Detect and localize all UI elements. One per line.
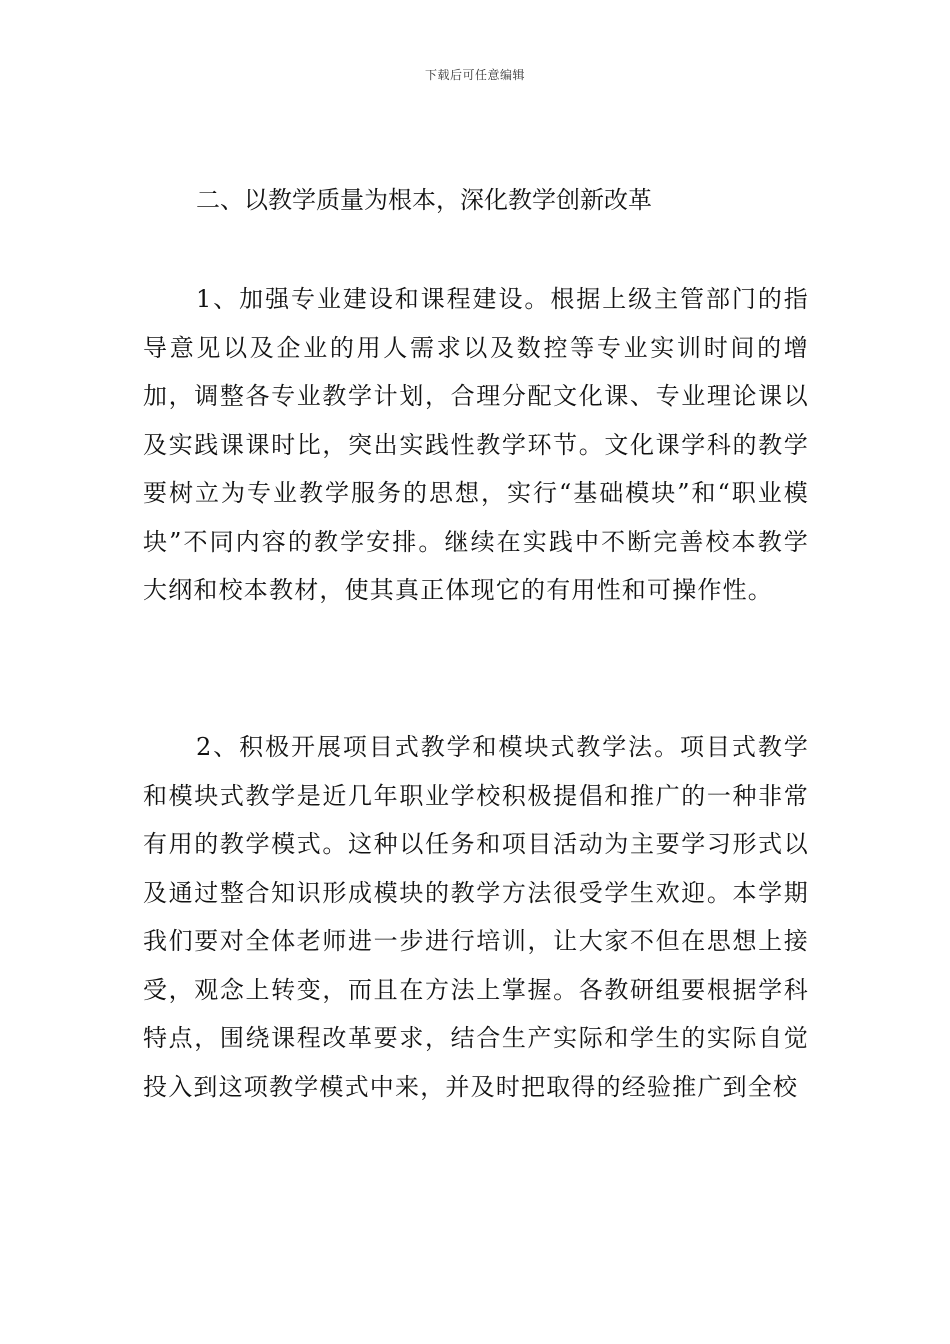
paragraph-2: 2、积极开展项目式教学和模块式教学法。项目式教学和模块式教学是近几年职业学校积极提倡和推广的一种非常有用的教学模式。这种以任务和项目活动为主要学习形式以及通过整合知识形成模块的教学方法很受学生欢迎。本学期我们要对全体老师进一步进行培训，让大家不但在思想上接受，观念上转变，而且在方法上掌握。各教研组要根据学科特点，围绕课程改革要求，结合生产实际和学生的实际自觉投入到这项教学模式中来，并及时把取得的经验推广到全校 <box>143 733 809 1101</box>
section-heading: 二、以教学质量为根本，深化教学创新改革 <box>196 186 652 214</box>
paragraph-1: 1、加强专业建设和课程建设。根据上级主管部门的指导意见以及企业的用人需求以及数控等专业实训时间的增加，调整各专业教学计划，合理分配文化课、专业理论课以及实践课课时比，突出实践性教学环节。文化课学科的教学要树立为专业教学服务的思想，实行“基础模块”和“职业模块”不同内容的教学安排。继续在实践中不断完善校本教学大纲和校本教材，使其真正体现它的有用性和可操作性。 <box>143 285 809 604</box>
page-header-note: 下载后可任意编辑 <box>424 68 525 82</box>
